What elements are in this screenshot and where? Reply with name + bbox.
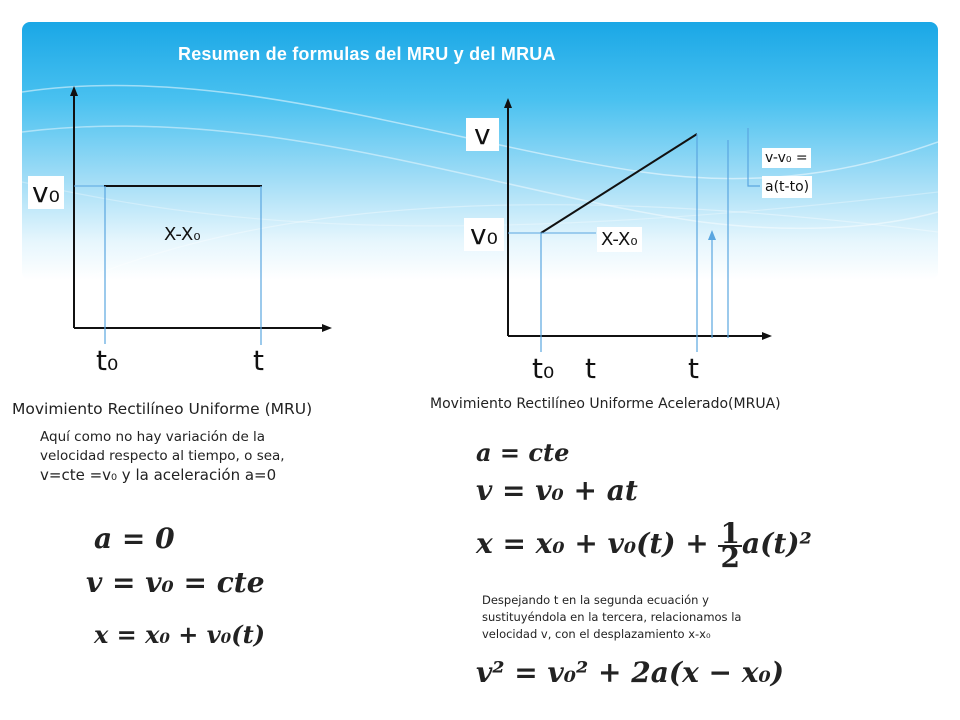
mrua-v0-label: v₀ <box>464 218 504 251</box>
mru-area-label: X-X₀ <box>164 224 201 245</box>
mrua-note-line1: Despejando t en la segunda ecuación y <box>482 593 709 607</box>
mru-eq-position: x = x₀ + v₀(t) <box>94 620 266 649</box>
mrua-t0-label: t₀ <box>532 352 555 385</box>
mrua-note-line3: velocidad v, con el desplazamiento x-x₀ <box>482 627 711 641</box>
mrua-t-label-2: t <box>688 352 699 385</box>
slide-title: Resumen de formulas del MRU y del MRUA <box>178 44 556 64</box>
mrua-eq-position-left: x = x₀ + v₀(t) + <box>476 527 719 560</box>
mru-v0-label: v₀ <box>28 176 64 209</box>
mru-caption: Movimiento Rectilíneo Uniforme (MRU) <box>12 400 313 418</box>
mrua-eq-fraction-num: 1 <box>720 516 740 550</box>
mrua-dv-label-2: a(t-to) <box>762 176 812 198</box>
mrua-area-label: X-X₀ <box>597 227 642 252</box>
mrua-eq-position <box>476 514 812 574</box>
mrua-dv-brace <box>748 128 760 186</box>
mru-t-label: t <box>253 344 264 377</box>
mrua-eq-position-right: a(t)² <box>741 527 812 560</box>
mrua-dv-label-1: v-v₀ = <box>762 148 811 168</box>
mru-note-line2: velocidad respecto al tiempo, o sea, <box>40 448 285 464</box>
mrua-x-arrow <box>762 332 772 340</box>
mru-x-arrow <box>322 324 332 332</box>
mru-t0-label: t₀ <box>96 344 119 377</box>
mru-note-line3: v=cte =v₀ y la aceleración a=0 <box>40 466 277 484</box>
mru-eq-velocity: v = v₀ = cte <box>86 566 265 599</box>
mrua-eq-velocity: v = v₀ + at <box>476 474 638 507</box>
mru-eq-acceleration: a = 0 <box>94 522 175 555</box>
mru-note-line1: Aquí como no hay variación de la <box>40 429 266 445</box>
mrua-eq-fraction <box>718 516 741 574</box>
mrua-eq-velocity-squared: v² = v₀² + 2a(x − x₀) <box>476 656 784 689</box>
mrua-eq-acceleration: a = cte <box>476 438 570 467</box>
mrua-velocity-line <box>541 134 697 233</box>
mrua-note-line2: sustituyéndola en la tercera, relacionamos la <box>482 610 742 624</box>
mrua-graph <box>504 98 772 352</box>
mrua-note <box>482 592 741 643</box>
mrua-inner-arrow <box>708 230 716 240</box>
mrua-eq-fraction-den: 2 <box>720 540 740 574</box>
mrua-caption: Movimiento Rectilíneo Uniforme Acelerado(MRUA) <box>430 396 781 412</box>
mrua-y-arrow <box>504 98 512 108</box>
mrua-t-label-1: t <box>585 352 596 385</box>
mru-graph <box>70 86 332 345</box>
mrua-v-label: v <box>466 118 499 151</box>
mru-note <box>40 428 285 485</box>
mru-y-arrow <box>70 86 78 96</box>
